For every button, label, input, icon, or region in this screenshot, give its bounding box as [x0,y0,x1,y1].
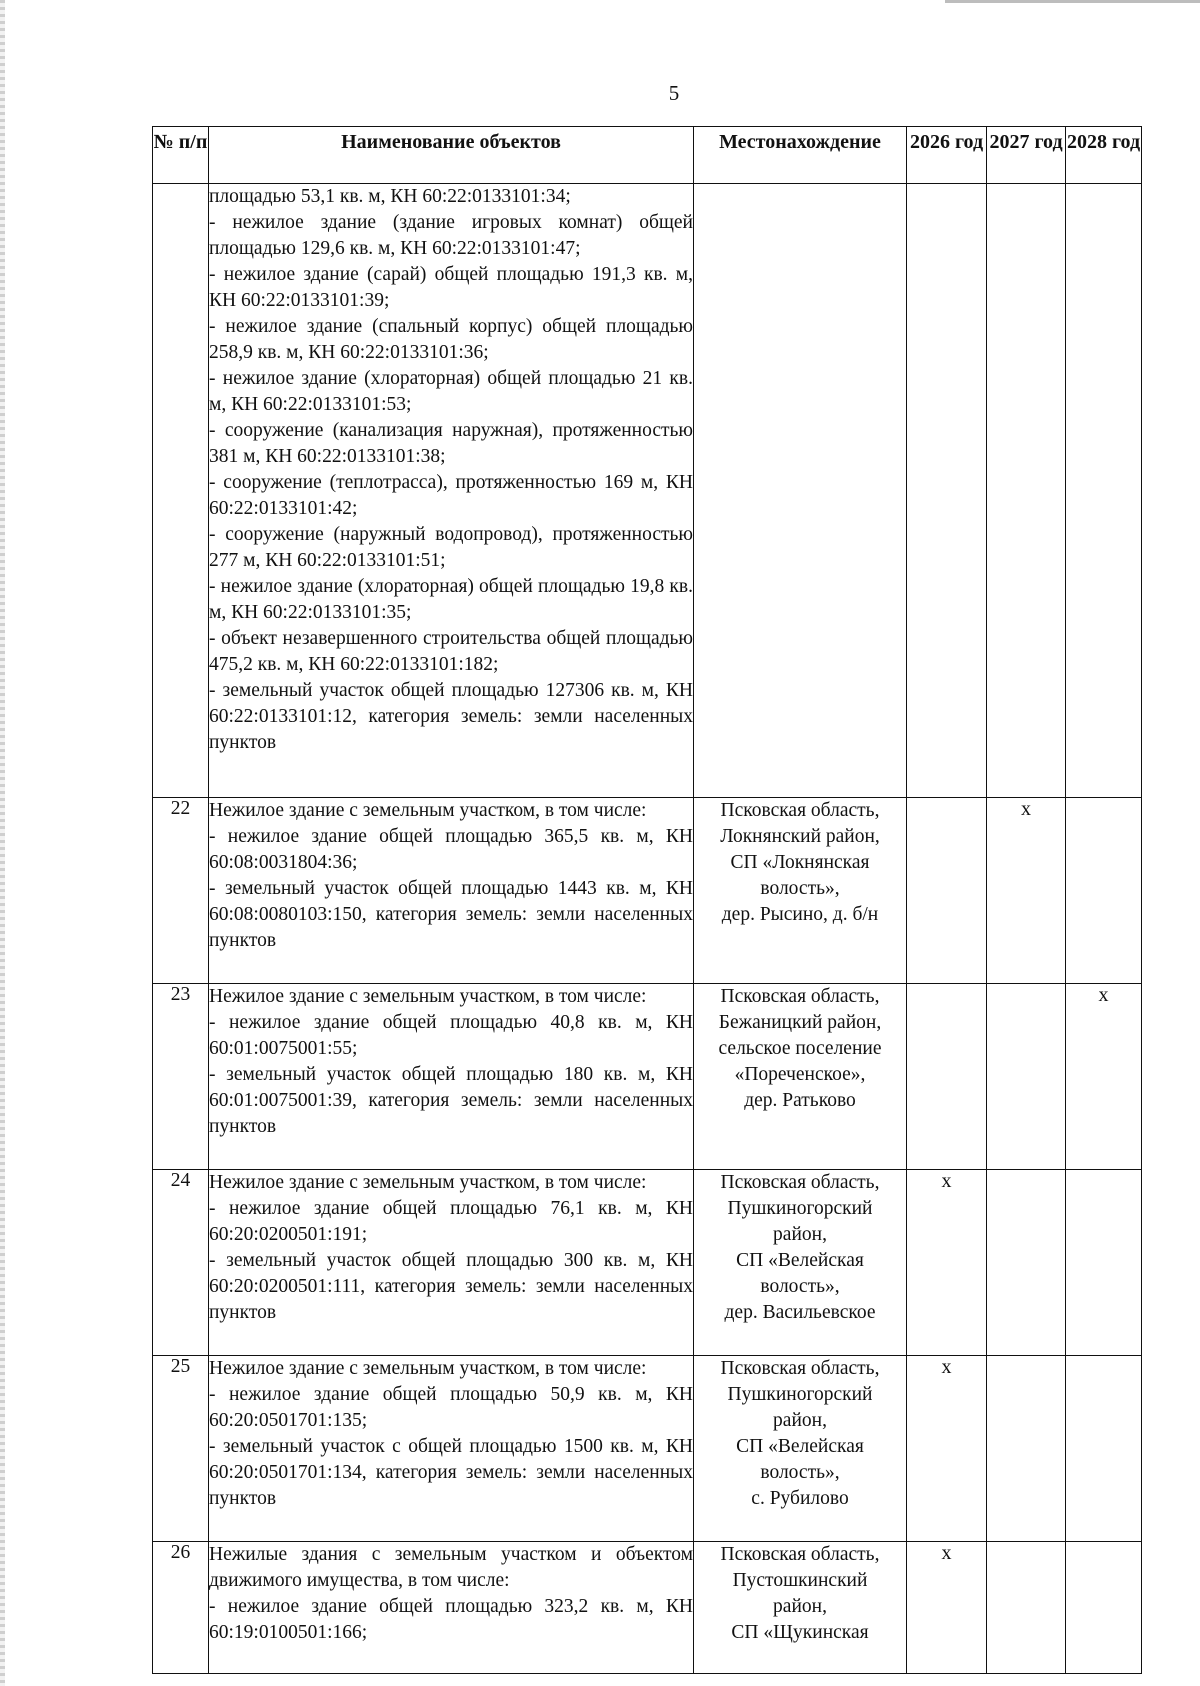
objects-table [152,126,1142,1674]
year-mark-2026 [907,798,987,984]
description-line: - земельный участок общей площадью 127306 кв. м, КН 60:22:0133101:12, категория земель: земли населенных пунктов [209,680,693,753]
description-line: Нежилое здание с земельным участком, в том числе: [209,1172,647,1193]
location-line: дер. Рысино, д. б/н [721,904,879,925]
year-mark-2026 [907,984,987,1170]
location-line: район, [773,1224,827,1245]
year-mark-2026: х [907,1542,987,1674]
location-line: волость», [760,1276,840,1297]
location-line: район, [773,1596,827,1617]
object-description [209,184,694,798]
row-number: 23 [153,984,209,1170]
object-description [209,1356,694,1542]
year-mark-2028 [1066,798,1142,984]
scan-edge-top [945,0,1200,3]
description-line: - сооружение (канализация наружная), протяженностью 381 м, КН 60:22:0133101:38; [209,420,693,467]
year-mark-2026 [907,184,987,798]
year-mark-2027 [987,1356,1066,1542]
header-name: Наименование объектов [209,127,694,184]
location-line: «Пореченское», [734,1064,866,1085]
year-mark-2027 [987,184,1066,798]
object-description [209,1170,694,1356]
description-line: - нежилое здание общей площадью 76,1 кв. м, КН 60:20:0200501:191; [209,1198,693,1245]
object-location [694,184,907,798]
header-2027: 2027 год [987,127,1066,184]
year-mark-2026: х [907,1170,987,1356]
description-line: Нежилое здание с земельным участком, в том числе: [209,800,647,821]
location-line: сельское поселение [718,1038,882,1059]
description-line: - нежилое здание общей площадью 365,5 кв. м, КН 60:08:0031804:36; [209,826,693,873]
year-mark-2028 [1066,1356,1142,1542]
description-line: - земельный участок общей площадью 180 кв. м, КН 60:01:0075001:39, категория земель: земли населенных пунктов [209,1064,693,1137]
description-line: - объект незавершенного строительства общей площадью 475,2 кв. м, КН 60:22:0133101:182; [209,628,693,675]
location-line: Пушкиногорский [727,1198,873,1219]
table-row [153,184,1142,798]
location-line: Псковская область, [720,986,880,1007]
table-body [153,184,1142,1674]
location-line: Псковская область, [720,800,880,821]
year-mark-2026: х [907,1356,987,1542]
location-line: Пустошкинский [732,1570,868,1591]
year-mark-2028: х [1066,984,1142,1170]
table-row [153,1170,1142,1356]
object-description [209,1542,694,1674]
year-mark-2028 [1066,184,1142,798]
header-location: Местонахождение [694,127,907,184]
object-location [694,1542,907,1674]
description-line: - нежилое здание (хлораторная) общей площадью 21 кв. м, КН 60:22:0133101:53; [209,368,693,415]
location-line: дер. Ратьково [744,1090,856,1111]
description-line: - нежилое здание (сарай) общей площадью 191,3 кв. м, КН 60:22:0133101:39; [209,264,693,311]
location-line: с. Рубилово [751,1488,849,1509]
row-number: 22 [153,798,209,984]
object-location [694,798,907,984]
header-2028: 2028 год [1066,127,1142,184]
object-location [694,1356,907,1542]
object-location [694,1170,907,1356]
location-line: Пушкиногорский [727,1384,873,1405]
location-line: СП «Велейская [736,1436,864,1457]
location-line: СП «Велейская [736,1250,864,1271]
header-2026: 2026 год [907,127,987,184]
description-line: - земельный участок с общей площадью 1500 кв. м, КН 60:20:0501701:134, категория земель: земли населенных пунктов [209,1436,693,1509]
description-line: - сооружение (наружный водопровод), протяженностью 277 м, КН 60:22:0133101:51; [209,524,693,571]
header-number: № п/п [153,127,209,184]
scan-edge-left [0,0,5,1686]
description-line: - нежилое здание общей площадью 323,2 кв. м, КН 60:19:0100501:166; [209,1596,693,1643]
location-line: Псковская область, [720,1172,880,1193]
description-line: - нежилое здание (здание игровых комнат) общей площадью 129,6 кв. м, КН 60:22:0133101:47; [209,212,693,259]
year-mark-2027: х [987,798,1066,984]
object-description [209,798,694,984]
object-location [694,984,907,1170]
description-line: площадью 53,1 кв. м, КН 60:22:0133101:34; [209,186,571,207]
location-line: Псковская область, [720,1544,880,1565]
year-mark-2027 [987,1542,1066,1674]
description-line: - нежилое здание (спальный корпус) общей площадью 258,9 кв. м, КН 60:22:0133101:36; [209,316,693,363]
object-description [209,984,694,1170]
description-line: - земельный участок общей площадью 300 кв. м, КН 60:20:0200501:111, категория земель: земли населенных пунктов [209,1250,693,1323]
description-line: - нежилое здание общей площадью 50,9 кв. м, КН 60:20:0501701:135; [209,1384,693,1431]
description-line: - нежилое здание общей площадью 40,8 кв. м, КН 60:01:0075001:55; [209,1012,693,1059]
description-line: - земельный участок общей площадью 1443 кв. м, КН 60:08:0080103:150, категория земель: земли населенных пунктов [209,878,693,951]
location-line: СП «Щукинская [731,1622,869,1643]
description-line: Нежилое здание с земельным участком, в том числе: [209,1358,647,1379]
location-line: Псковская область, [720,1358,880,1379]
table-header-row [153,127,1142,184]
table-row [153,1542,1142,1674]
table-row [153,1356,1142,1542]
description-line: Нежилые здания с земельным участком и объектом движимого имущества, в том числе: [209,1544,693,1591]
location-line: район, [773,1410,827,1431]
page-number: 5 [668,81,680,105]
row-number: 24 [153,1170,209,1356]
description-line: Нежилое здание с земельным участком, в том числе: [209,986,647,1007]
location-line: волость», [760,1462,840,1483]
table-row [153,798,1142,984]
location-line: дер. Васильевское [724,1302,876,1323]
year-mark-2028 [1066,1542,1142,1674]
year-mark-2028 [1066,1170,1142,1356]
year-mark-2027 [987,1170,1066,1356]
location-line: Бежаницкий район, [718,1012,882,1033]
description-line: - сооружение (теплотрасса), протяженностью 169 м, КН 60:22:0133101:42; [209,472,693,519]
description-line: - нежилое здание (хлораторная) общей площадью 19,8 кв. м, КН 60:22:0133101:35; [209,576,693,623]
year-mark-2027 [987,984,1066,1170]
location-line: СП «Локнянская [730,852,870,873]
row-number: 26 [153,1542,209,1674]
row-number [153,184,209,798]
location-line: волость», [760,878,840,899]
table-row [153,984,1142,1170]
row-number: 25 [153,1356,209,1542]
location-line: Локнянский район, [720,826,880,847]
